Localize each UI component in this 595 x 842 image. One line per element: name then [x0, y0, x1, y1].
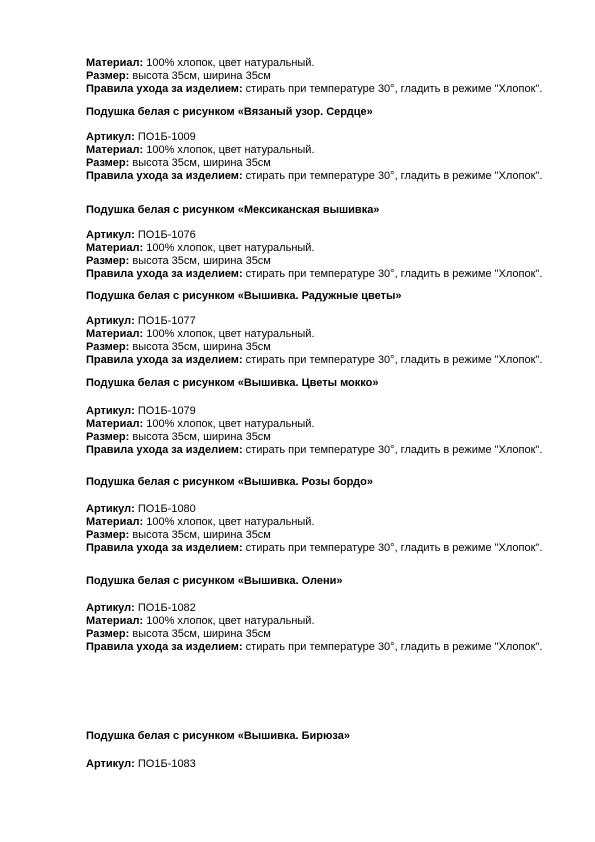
material-line [86, 242, 586, 255]
size-line [86, 70, 586, 83]
care-label: Правила ухода за изделием: [86, 170, 243, 182]
article-line [86, 503, 586, 516]
product-title: Подушка белая с рисунком «Вышивка. Радужные цветы» [86, 290, 402, 302]
care-line [86, 354, 586, 367]
size-label: Размер: [86, 341, 130, 353]
material-value: 100% хлопок, цвет натуральный. [146, 242, 315, 254]
article-value: ПО1Б-1009 [137, 131, 196, 143]
product-title: Подушка белая с рисунком «Вышивка. Розы бордо» [86, 476, 373, 488]
article-line [86, 602, 586, 615]
material-label: Материал: [86, 242, 144, 254]
product-details [86, 503, 586, 555]
care-value: стирать при температуре 30°, гладить в режиме "Хлопок". [245, 268, 543, 280]
article-label: Артикул: [86, 315, 135, 327]
care-line [86, 268, 586, 281]
care-line [86, 83, 586, 96]
size-value: высота 35см, ширина 35см [132, 341, 271, 353]
material-value: 100% хлопок, цвет натуральный. [146, 57, 315, 69]
product-title: Подушка белая с рисунком «Вышивка. Цветы мокко» [86, 377, 379, 389]
article-label: Артикул: [86, 602, 135, 614]
care-value: стирать при температуре 30°, гладить в режиме "Хлопок". [245, 170, 543, 182]
article-line [86, 405, 586, 418]
material-line [86, 418, 586, 431]
size-line [86, 431, 586, 444]
size-line [86, 529, 586, 542]
care-label: Правила ухода за изделием: [86, 354, 243, 366]
material-value: 100% хлопок, цвет натуральный. [146, 615, 315, 627]
material-label: Материал: [86, 57, 144, 69]
care-line [86, 641, 586, 654]
material-label: Материал: [86, 328, 144, 340]
size-value: высота 35см, ширина 35см [132, 157, 271, 169]
care-value: стирать при температуре 30°, гладить в режиме "Хлопок". [245, 542, 543, 554]
product-title: Подушка белая с рисунком «Мексиканская вышивка» [86, 204, 380, 216]
article-line [86, 758, 586, 771]
article-value: ПО1Б-1077 [137, 315, 196, 327]
size-line [86, 157, 586, 170]
size-label: Размер: [86, 70, 130, 82]
care-line [86, 170, 586, 183]
care-label: Правила ухода за изделием: [86, 542, 243, 554]
care-label: Правила ухода за изделием: [86, 641, 243, 653]
care-label: Правила ухода за изделием: [86, 83, 243, 95]
material-label: Материал: [86, 144, 144, 156]
size-value: высота 35см, ширина 35см [132, 431, 271, 443]
material-label: Материал: [86, 615, 144, 627]
article-value: ПО1Б-1080 [137, 503, 196, 515]
article-value: ПО1Б-1079 [137, 405, 196, 417]
material-line [86, 328, 586, 341]
size-label: Размер: [86, 431, 130, 443]
size-value: высота 35см, ширина 35см [132, 628, 271, 640]
size-label: Размер: [86, 529, 130, 541]
care-label: Правила ухода за изделием: [86, 444, 243, 456]
product-title: Подушка белая с рисунком «Вышивка. Бирюза» [86, 730, 350, 742]
article-value: ПО1Б-1082 [137, 602, 196, 614]
article-value: ПО1Б-1076 [137, 229, 196, 241]
care-value: стирать при температуре 30°, гладить в режиме "Хлопок". [245, 641, 543, 653]
material-line [86, 615, 586, 628]
material-value: 100% хлопок, цвет натуральный. [146, 144, 315, 156]
material-line [86, 516, 586, 529]
care-value: стирать при температуре 30°, гладить в режиме "Хлопок". [245, 444, 543, 456]
care-line [86, 542, 586, 555]
size-label: Размер: [86, 628, 130, 640]
article-label: Артикул: [86, 758, 135, 770]
product-details [86, 758, 586, 771]
product-fragment-top [86, 57, 586, 96]
product-details [86, 602, 586, 654]
material-line [86, 144, 586, 157]
material-line [86, 57, 586, 70]
size-value: высота 35см, ширина 35см [132, 70, 271, 82]
care-line [86, 444, 586, 457]
article-label: Артикул: [86, 131, 135, 143]
article-line [86, 315, 586, 328]
article-label: Артикул: [86, 503, 135, 515]
care-value: стирать при температуре 30°, гладить в режиме "Хлопок". [245, 83, 543, 95]
article-label: Артикул: [86, 405, 135, 417]
article-line [86, 131, 586, 144]
product-details [86, 229, 586, 281]
care-label: Правила ухода за изделием: [86, 268, 243, 280]
size-line [86, 628, 586, 641]
product-details [86, 315, 586, 367]
product-title: Подушка белая с рисунком «Вязаный узор. Сердце» [86, 106, 373, 118]
size-label: Размер: [86, 255, 130, 267]
material-value: 100% хлопок, цвет натуральный. [146, 418, 315, 430]
material-value: 100% хлопок, цвет натуральный. [146, 328, 315, 340]
article-label: Артикул: [86, 229, 135, 241]
care-value: стирать при температуре 30°, гладить в режиме "Хлопок". [245, 354, 543, 366]
product-details [86, 131, 586, 183]
size-line [86, 341, 586, 354]
product-title: Подушка белая с рисунком «Вышивка. Олени» [86, 575, 343, 587]
article-line [86, 229, 586, 242]
material-label: Материал: [86, 516, 144, 528]
size-value: высота 35см, ширина 35см [132, 529, 271, 541]
material-label: Материал: [86, 418, 144, 430]
article-value: ПО1Б-1083 [137, 758, 196, 770]
size-value: высота 35см, ширина 35см [132, 255, 271, 267]
size-line [86, 255, 586, 268]
material-value: 100% хлопок, цвет натуральный. [146, 516, 315, 528]
product-details [86, 405, 586, 457]
size-label: Размер: [86, 157, 130, 169]
